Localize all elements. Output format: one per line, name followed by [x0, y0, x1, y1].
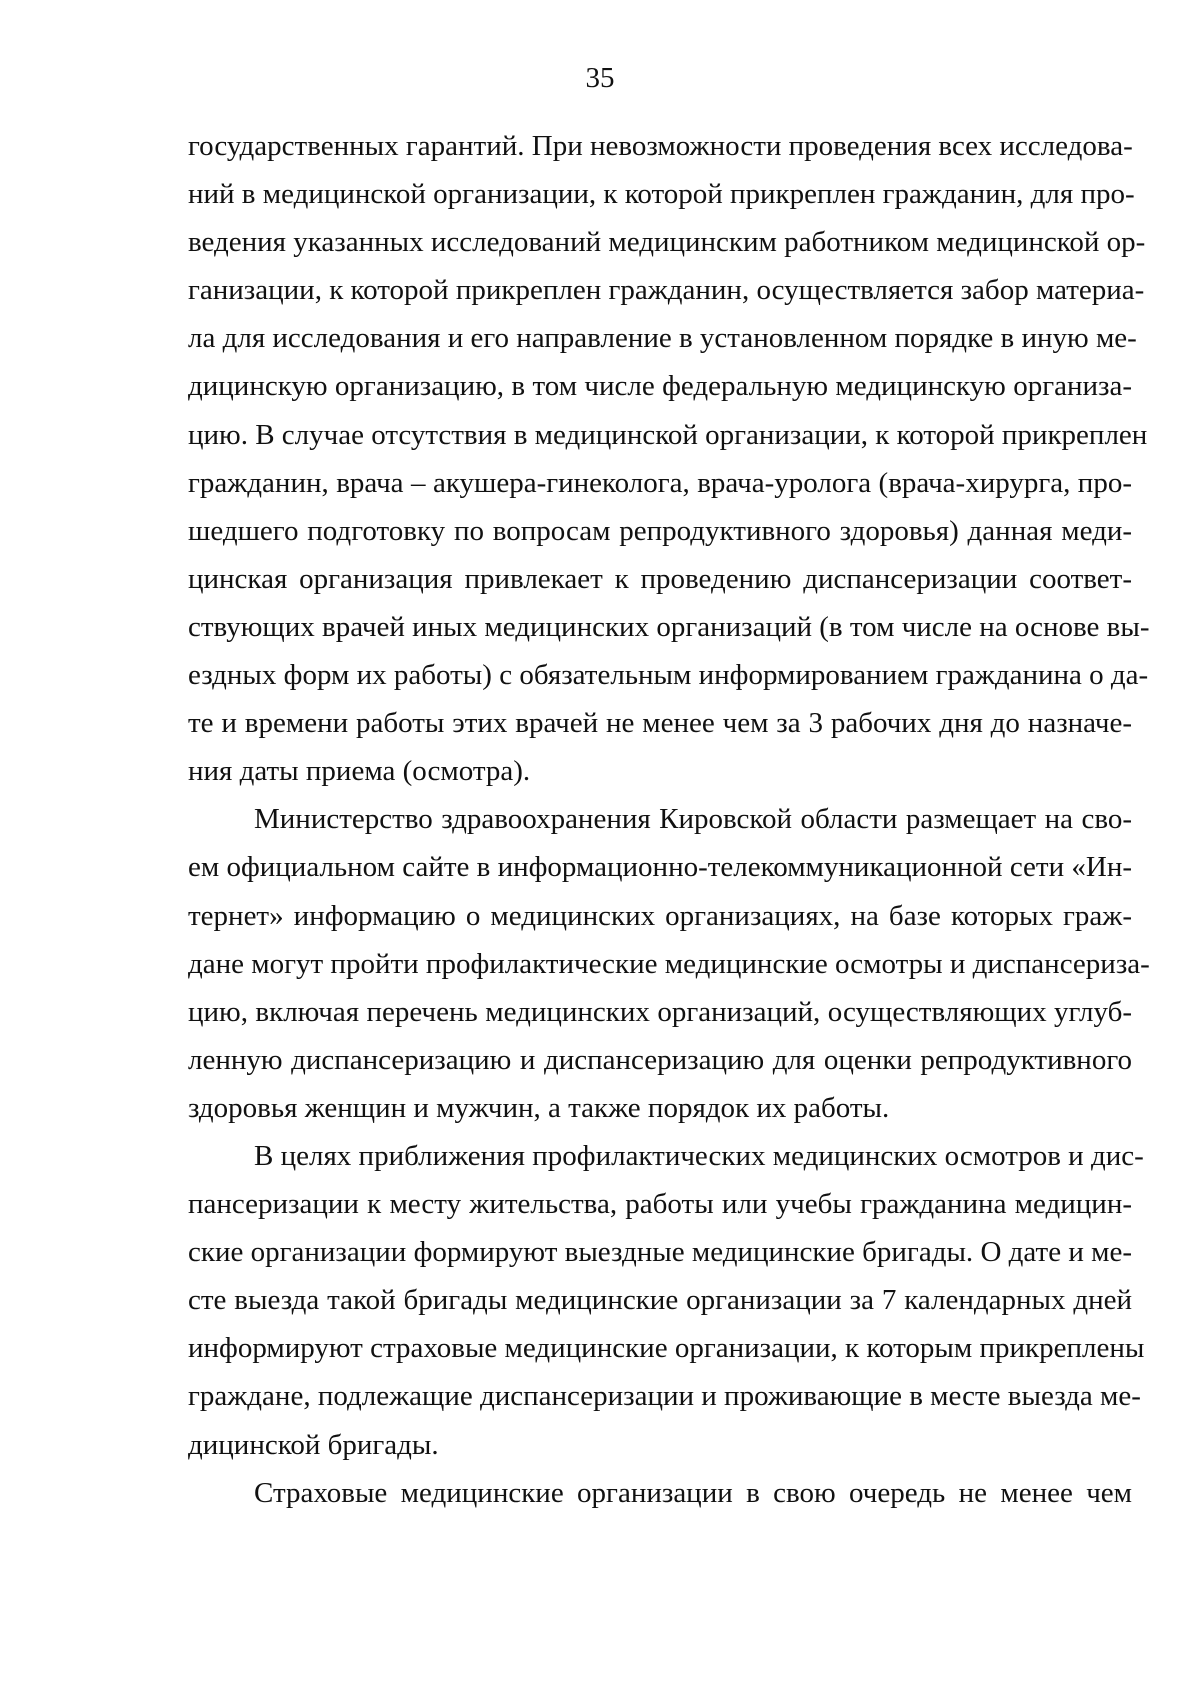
text-line: пансеризации к месту жительства, работы или учебы гражданина медицин- [188, 1188, 1132, 1221]
text-line: В целях приближения профилактических медицинских осмотров и дис- [254, 1139, 1144, 1172]
text-line: Страховые медицинские организации в свою очередь не менее чем [254, 1476, 1132, 1509]
paragraph [188, 1132, 1145, 1469]
text-line: информируют страховые медицинские организации, к которым прикреплены [188, 1332, 1145, 1365]
text-line: ведения указанных исследований медицинским работником медицинской ор- [188, 226, 1146, 259]
paragraph [188, 122, 1150, 795]
text-line: ния даты приема (осмотра). [188, 755, 531, 788]
paragraph [188, 1469, 1132, 1517]
text-line: цию. В случае отсутствия в медицинской организации, к которой прикреплен [188, 418, 1148, 451]
page-number: 35 [585, 62, 615, 94]
text-line: ездных форм их работы) с обязательным информированием гражданина о да- [188, 659, 1149, 692]
text-line: здоровья женщин и мужчин, а также порядок их работы. [188, 1091, 890, 1124]
text-line: дицинскую организацию, в том числе федеральную медицинскую организа- [188, 370, 1132, 403]
text-line: ганизации, к которой прикреплен гражданин, осуществляется забор материа- [188, 274, 1145, 307]
text-line: сте выезда такой бригады медицинские организации за 7 календарных дней [188, 1284, 1132, 1317]
paragraph [188, 795, 1150, 1132]
text-line: те и времени работы этих врачей не менее чем за 3 рабочих дня до назначе- [188, 707, 1132, 740]
text-line: гражданин, врача – акушера-гинеколога, врача-уролога (врача-хирурга, про- [188, 466, 1132, 499]
text-line: ем официальном сайте в информационно-телекоммуникационной сети «Ин- [188, 851, 1132, 884]
text-line: шедшего подготовку по вопросам репродуктивного здоровья) данная меди- [188, 514, 1132, 547]
text-line: дицинской бригады. [188, 1428, 439, 1461]
text-line: граждане, подлежащие диспансеризации и проживающие в месте выезда ме- [188, 1380, 1141, 1413]
text-line: дане могут пройти профилактические медицинские осмотры и диспансериза- [188, 947, 1150, 980]
text-line: государственных гарантий. При невозможности проведения всех исследова- [188, 130, 1133, 162]
text-line: Министерство здравоохранения Кировской области размещает на сво- [254, 803, 1132, 836]
document-body [188, 122, 1150, 1517]
text-line: тернет» информацию о медицинских организациях, на базе которых граж- [188, 899, 1132, 932]
text-line: цинская организация привлекает к проведению диспансеризации соответ- [188, 562, 1132, 595]
text-line: ствующих врачей иных медицинских организаций (в том числе на основе вы- [188, 610, 1150, 643]
text-line: цию, включая перечень медицинских организаций, осуществляющих углуб- [188, 995, 1132, 1028]
text-line: ские организации формируют выездные медицинские бригады. О дате и ме- [188, 1236, 1132, 1269]
text-line: ний в медицинской организации, к которой прикреплен гражданин, для про- [188, 178, 1135, 211]
text-line: ла для исследования и его направление в установленном порядке в иную ме- [188, 322, 1137, 355]
text-line: ленную диспансеризацию и диспансеризацию для оценки репродуктивного [188, 1043, 1132, 1076]
